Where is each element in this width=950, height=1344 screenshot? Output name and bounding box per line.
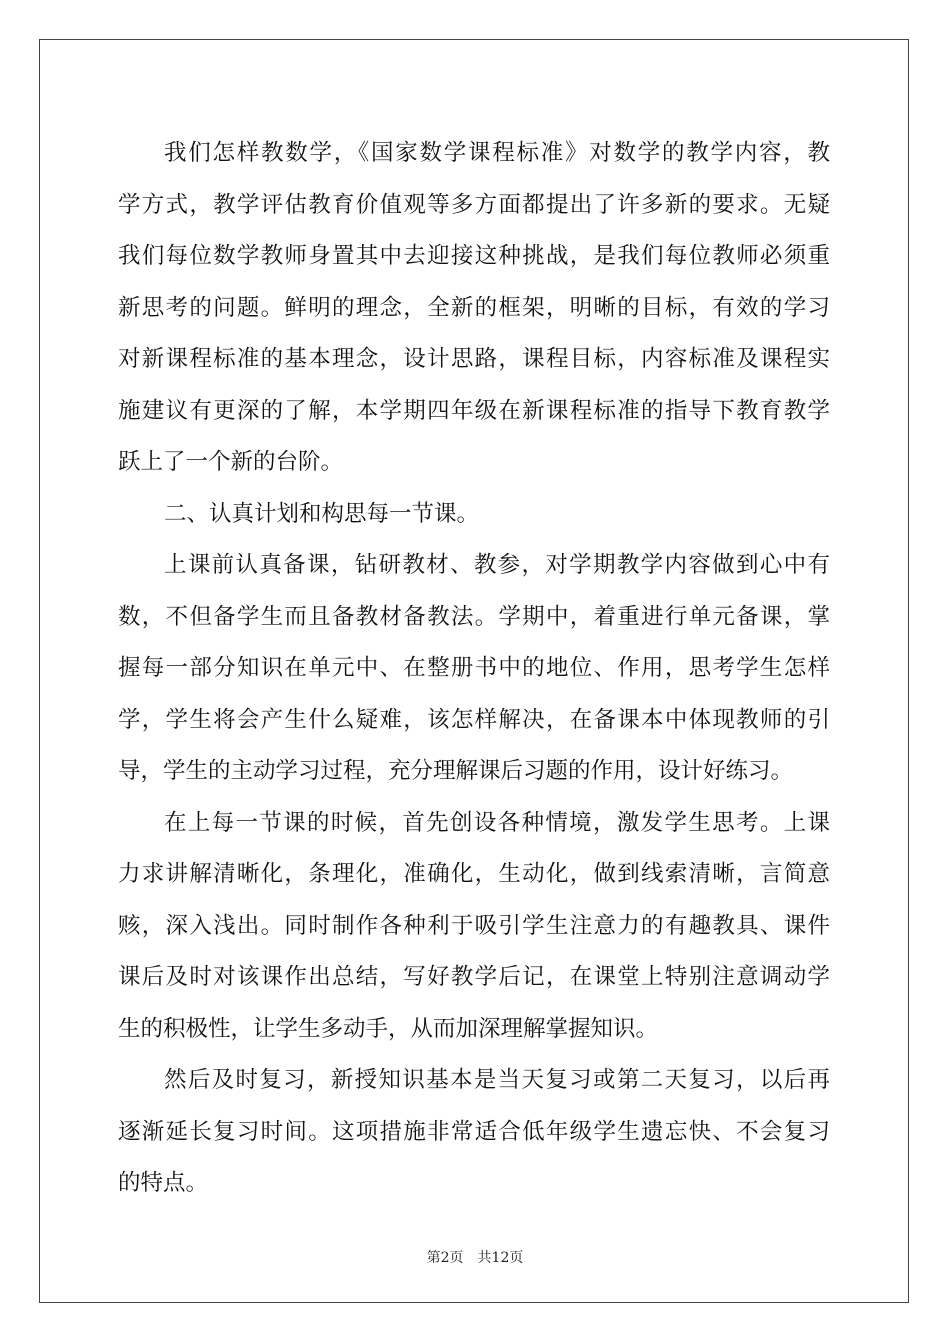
text-line: 然后及时复习，新授知识基本是当天复习或第二天复习，以后再 — [164, 1067, 830, 1093]
text-line: 我们怎样教数学，《国家数学课程标准》对数学的教学内容，教 — [164, 140, 830, 166]
total-page-count: 共12页 — [477, 1250, 524, 1266]
page-footer — [0, 1247, 950, 1267]
text-line: 我们每位数学教师身置其中去迎接这种挑战，是我们每位教师必须重 — [118, 243, 830, 269]
text-line: 生的积极性，让学生多动手，从而加深理解掌握知识。 — [118, 1015, 659, 1042]
text-line: 赅，深入浅出。同时制作各种利于吸引学生注意力的有趣教具、课件 — [118, 912, 830, 939]
document-body — [118, 128, 830, 1210]
text-line: 导，学生的主动学习过程，充分理解课后习题的作用，设计好练习。 — [118, 758, 794, 784]
text-line: 施建议有更深的了解，本学期四年级在新课程标准的指导下教育教学 — [118, 397, 830, 424]
text-line: 对新课程标准的基本理念，设计思路，课程目标，内容标准及课程实 — [118, 346, 830, 372]
text-line: 握每一部分知识在单元中、在整册书中的地位、作用，思考学生怎样 — [118, 655, 830, 681]
section-heading: 二、认真计划和构思每一节课。 — [164, 500, 480, 527]
text-line: 数，不但备学生而且备教材备教法。学期中，着重进行单元备课，掌 — [118, 603, 830, 630]
text-line: 跃上了一个新的台阶。 — [118, 449, 344, 475]
text-line: 新思考的问题。鲜明的理念，全新的框架，明晰的目标，有效的学习 — [118, 294, 830, 321]
text-line: 上课前认真备课，钻研教材、教参，对学期教学内容做到心中有 — [164, 552, 830, 578]
text-line: 课后及时对该课作出总结，写好教学后记，在课堂上特别注意调动学 — [118, 964, 830, 990]
text-line: 的特点。 — [118, 1170, 209, 1196]
text-line: 在上每一节课的时候，首先创设各种情境，激发学生思考。上课 — [164, 809, 830, 836]
text-line: 学，学生将会产生什么疑难，该怎样解决，在备课本中体现教师的引 — [118, 706, 830, 733]
text-line: 学方式，教学评估教育价值观等多方面都提出了许多新的要求。无疑 — [118, 191, 830, 218]
text-line: 力求讲解清晰化，条理化，准确化，生动化，做到线索清晰，言简意 — [118, 861, 830, 887]
current-page-number: 第2页 — [426, 1250, 464, 1266]
text-line: 逐渐延长复习时间。这项措施非常适合低年级学生遗忘快、不会复习 — [118, 1118, 830, 1145]
